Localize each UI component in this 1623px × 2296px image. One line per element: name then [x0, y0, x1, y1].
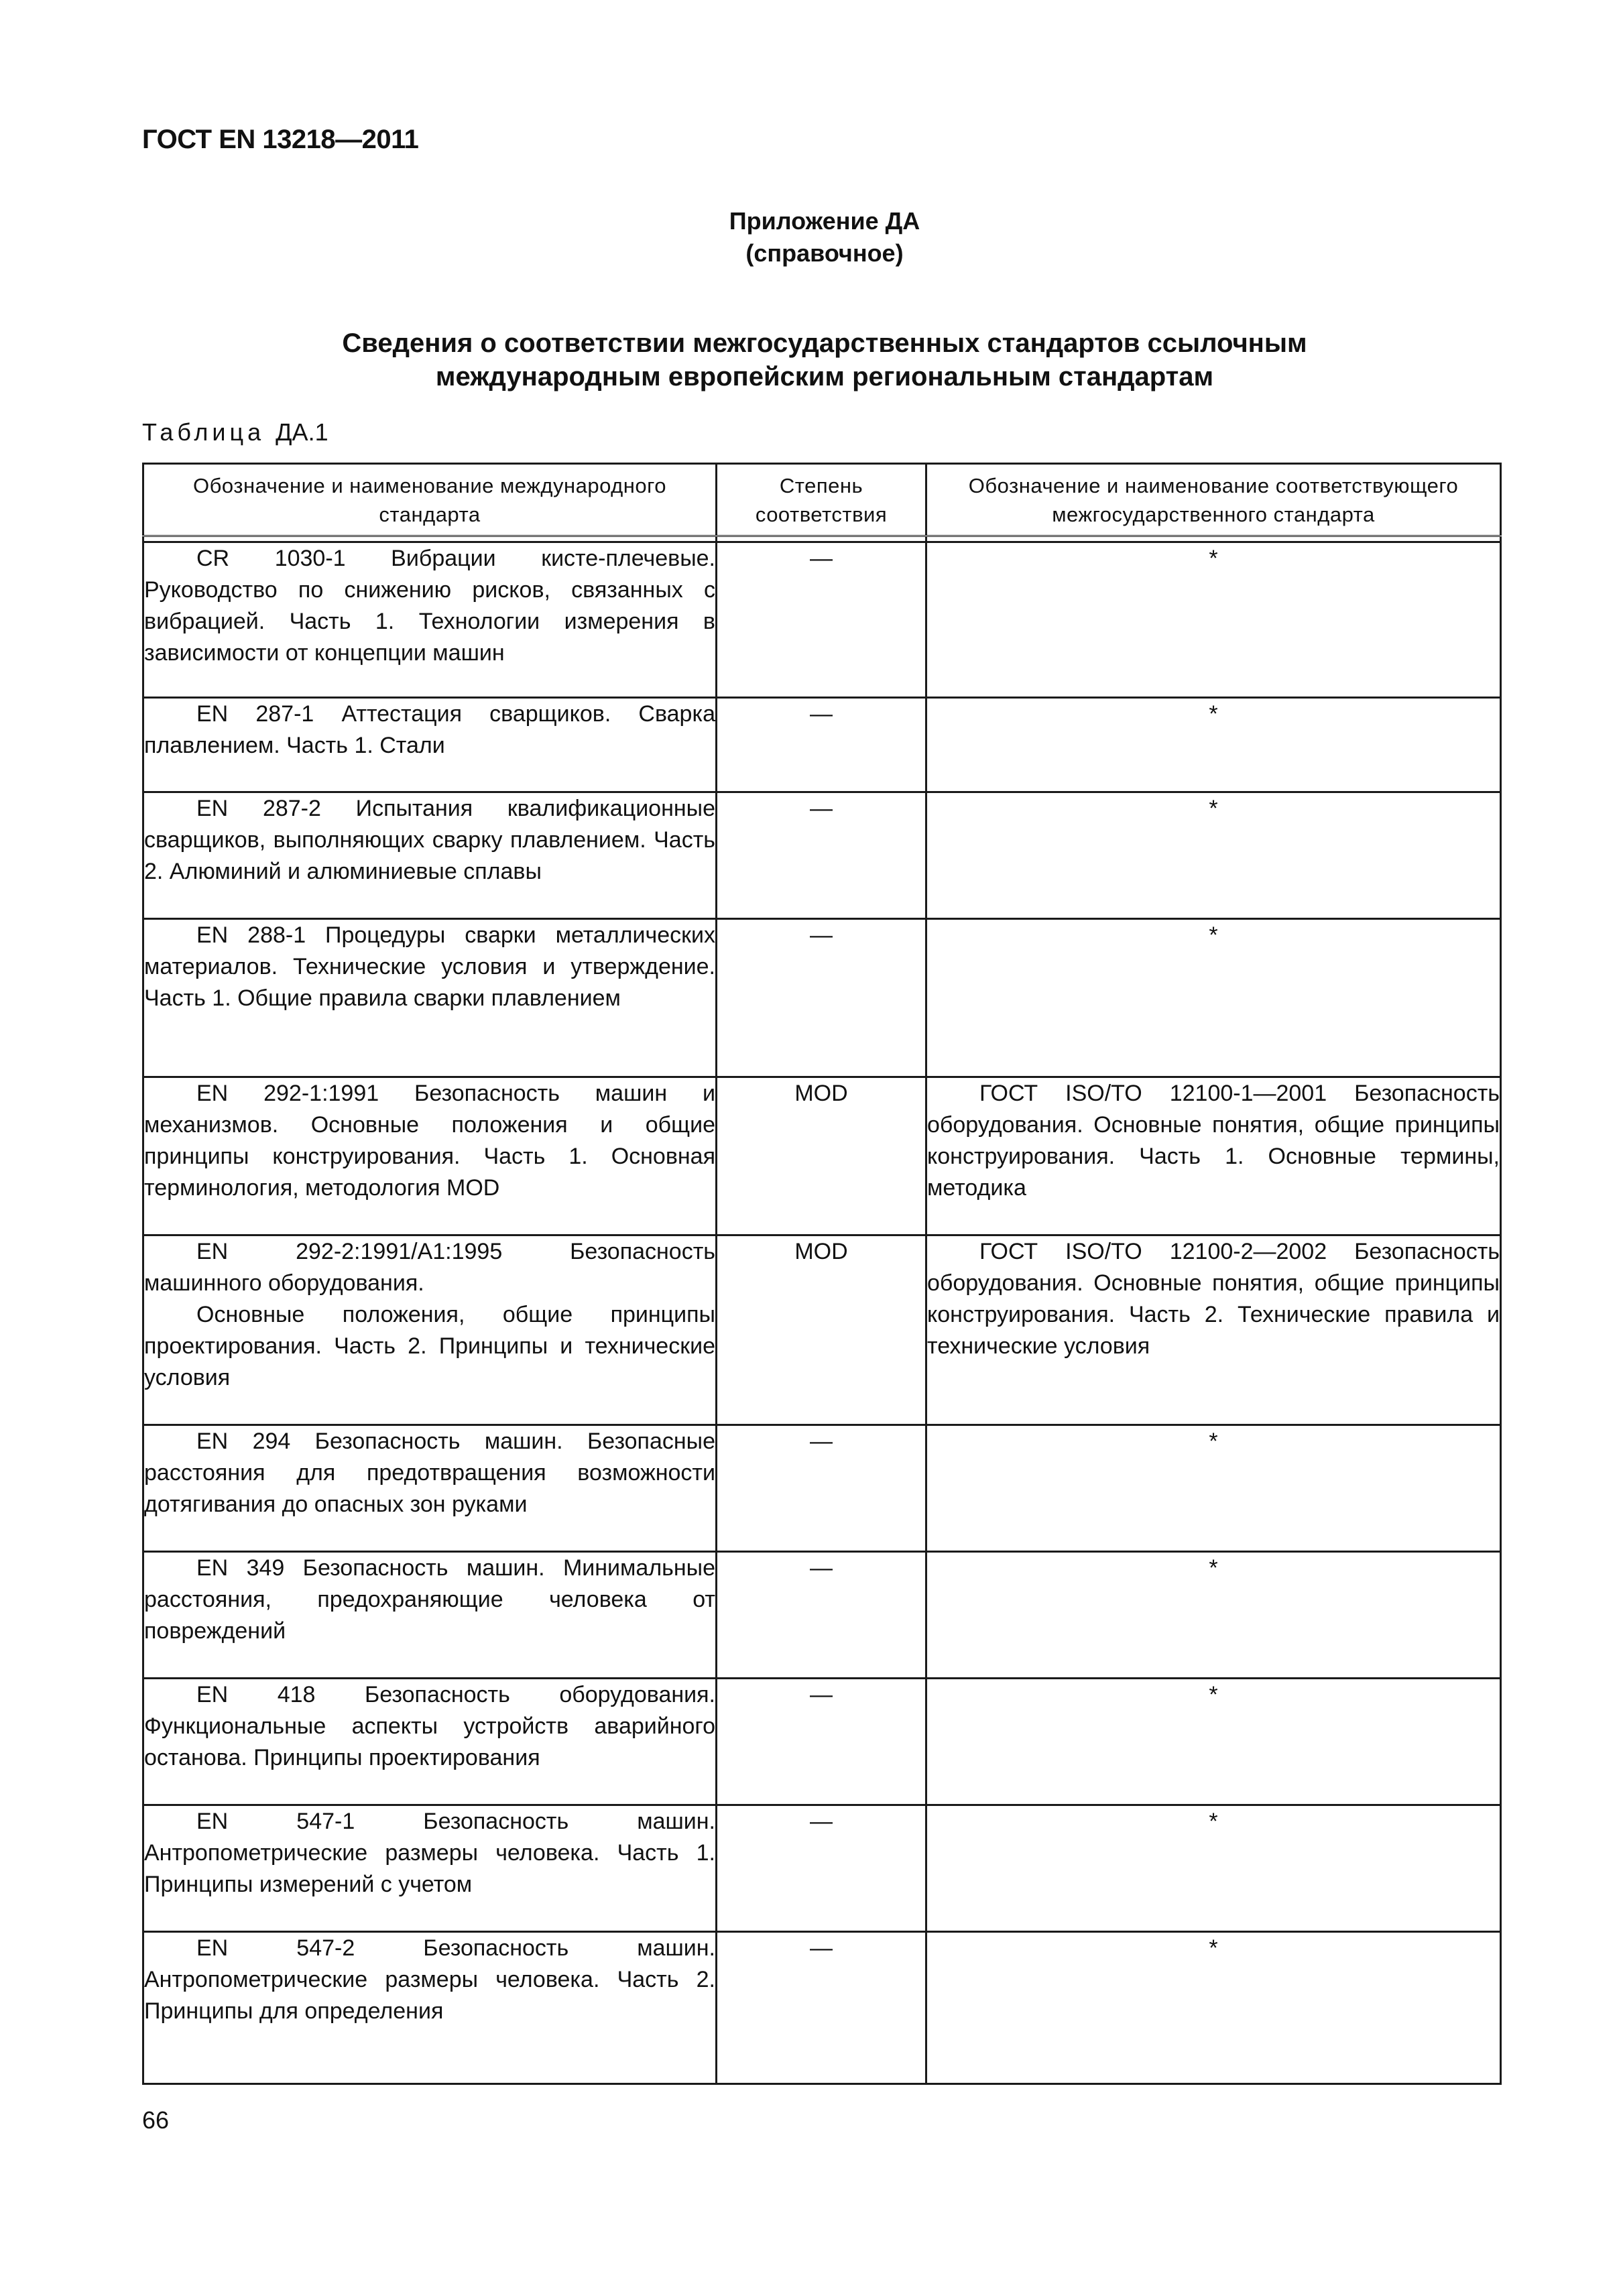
- table-row: [143, 1932, 1501, 2084]
- document-code: ГОСТ EN 13218—2011: [142, 125, 419, 154]
- international-standard-cell: EN 287-2 Испытания квалификационные сварщиков, выполняющих сварку плавлением. Часть 2. Алюминий и алюминиевые сплавы: [143, 792, 717, 919]
- interstate-standard-cell: *: [926, 698, 1501, 792]
- column-header-interstate: Обозначение и наименование соответствующего межгосударственного стандарта: [926, 464, 1501, 536]
- international-standard-cell: EN 547-1 Безопасность машин. Антропометрические размеры человека. Часть 1. Принципы измерений с учетом: [143, 1805, 717, 1932]
- international-standard-cell: EN 292-1:1991 Безопасность машин и механизмов. Основные положения и общие принципы конструирования. Часть 1. Основная терминология, методология MOD: [143, 1077, 717, 1235]
- table-row: [143, 698, 1501, 792]
- standards-table: [142, 463, 1502, 2085]
- international-standard-cell: EN 547-2 Безопасность машин. Антропометрические размеры человека. Часть 2. Принципы для определения: [143, 1932, 717, 2084]
- international-standard-cell: EN 349 Безопасность машин. Минимальные расстояния, предохраняющие человека от повреждений: [143, 1552, 717, 1679]
- degree-cell: —: [717, 919, 926, 1077]
- table-header-row: [143, 464, 1501, 536]
- appendix-subtitle: (справочное): [745, 239, 904, 267]
- interstate-standard-cell: ГОСТ ISO/TO 12100-2—2002 Безопасность оборудования. Основные понятия, общие принципы конструирования. Часть 2. Технические правила и технические условия: [926, 1235, 1501, 1425]
- interstate-standard-cell: *: [926, 1805, 1501, 1932]
- international-standard-cell: EN 288-1 Процедуры сварки металлических материалов. Технические условия и утверждение. Часть 1. Общие правила сварки плавлением: [143, 919, 717, 1077]
- degree-cell: —: [717, 542, 926, 698]
- degree-cell: —: [717, 1679, 926, 1805]
- column-header-international: Обозначение и наименование международного стандарта: [143, 464, 717, 536]
- interstate-standard-cell: *: [926, 919, 1501, 1077]
- international-standard-cell: EN 418 Безопасность оборудования. Функциональные аспекты устройств аварийного останова. Принципы проектирования: [143, 1679, 717, 1805]
- interstate-standard-cell: *: [926, 1679, 1501, 1805]
- table-row: [143, 1425, 1501, 1552]
- heading-line-1: Сведения о соответствии межгосударственных стандартов ссылочным: [342, 328, 1307, 358]
- appendix-header: [670, 205, 979, 269]
- table-row: [143, 1679, 1501, 1805]
- heading-line-2: международным европейским региональным стандартам: [435, 362, 1214, 391]
- degree-cell: —: [717, 1805, 926, 1932]
- interstate-standard-cell: *: [926, 1932, 1501, 2084]
- interstate-standard-cell: *: [926, 1552, 1501, 1679]
- international-standard-text: EN 292-2:1991/A1:1995 Безопасность машинного оборудования.: [144, 1239, 715, 1296]
- table-caption: [142, 418, 328, 446]
- section-heading: [221, 326, 1428, 394]
- interstate-standard-cell: ГОСТ ISO/TO 12100-1—2001 Безопасность оборудования. Основные понятия, общие принципы конструирования. Часть 1. Основные термины, методика: [926, 1077, 1501, 1235]
- header-spacer-row: [143, 536, 1501, 542]
- interstate-standard-cell: *: [926, 792, 1501, 919]
- degree-cell: MOD: [717, 1235, 926, 1425]
- degree-cell: —: [717, 1552, 926, 1679]
- table-row: [143, 1235, 1501, 1425]
- international-standard-text-continued: Основные положения, общие принципы проектирования. Часть 2. Принципы и технические условия: [144, 1302, 715, 1390]
- table-row: [143, 1077, 1501, 1235]
- table-row: [143, 919, 1501, 1077]
- table-row: [143, 792, 1501, 919]
- table-caption-word: Таблица: [142, 418, 265, 446]
- degree-cell: MOD: [717, 1077, 926, 1235]
- degree-cell: —: [717, 792, 926, 919]
- table-row: [143, 542, 1501, 698]
- degree-cell: —: [717, 698, 926, 792]
- interstate-standard-cell: *: [926, 1425, 1501, 1552]
- degree-cell: —: [717, 1932, 926, 2084]
- table-row: [143, 1552, 1501, 1679]
- interstate-standard-cell: *: [926, 542, 1501, 698]
- international-standard-cell: EN 287-1 Аттестация сварщиков. Сварка плавлением. Часть 1. Стали: [143, 698, 717, 792]
- table-caption-number: ДА.1: [276, 418, 328, 446]
- degree-cell: —: [717, 1425, 926, 1552]
- international-standard-cell: EN 294 Безопасность машин. Безопасные расстояния для предотвращения возможности дотягивания до опасных зон руками: [143, 1425, 717, 1552]
- international-standard-cell: CR 1030-1 Вибрации кисте-плечевые. Руководство по снижению рисков, связанных с вибрацией. Часть 1. Технологии измерения в зависимости от концепции машин: [143, 542, 717, 698]
- column-header-degree: Степень соответствия: [717, 464, 926, 536]
- international-standard-cell: [143, 1235, 717, 1425]
- table-row: [143, 1805, 1501, 1932]
- page-number: 66: [142, 2106, 170, 2134]
- appendix-title: Приложение ДА: [729, 207, 920, 235]
